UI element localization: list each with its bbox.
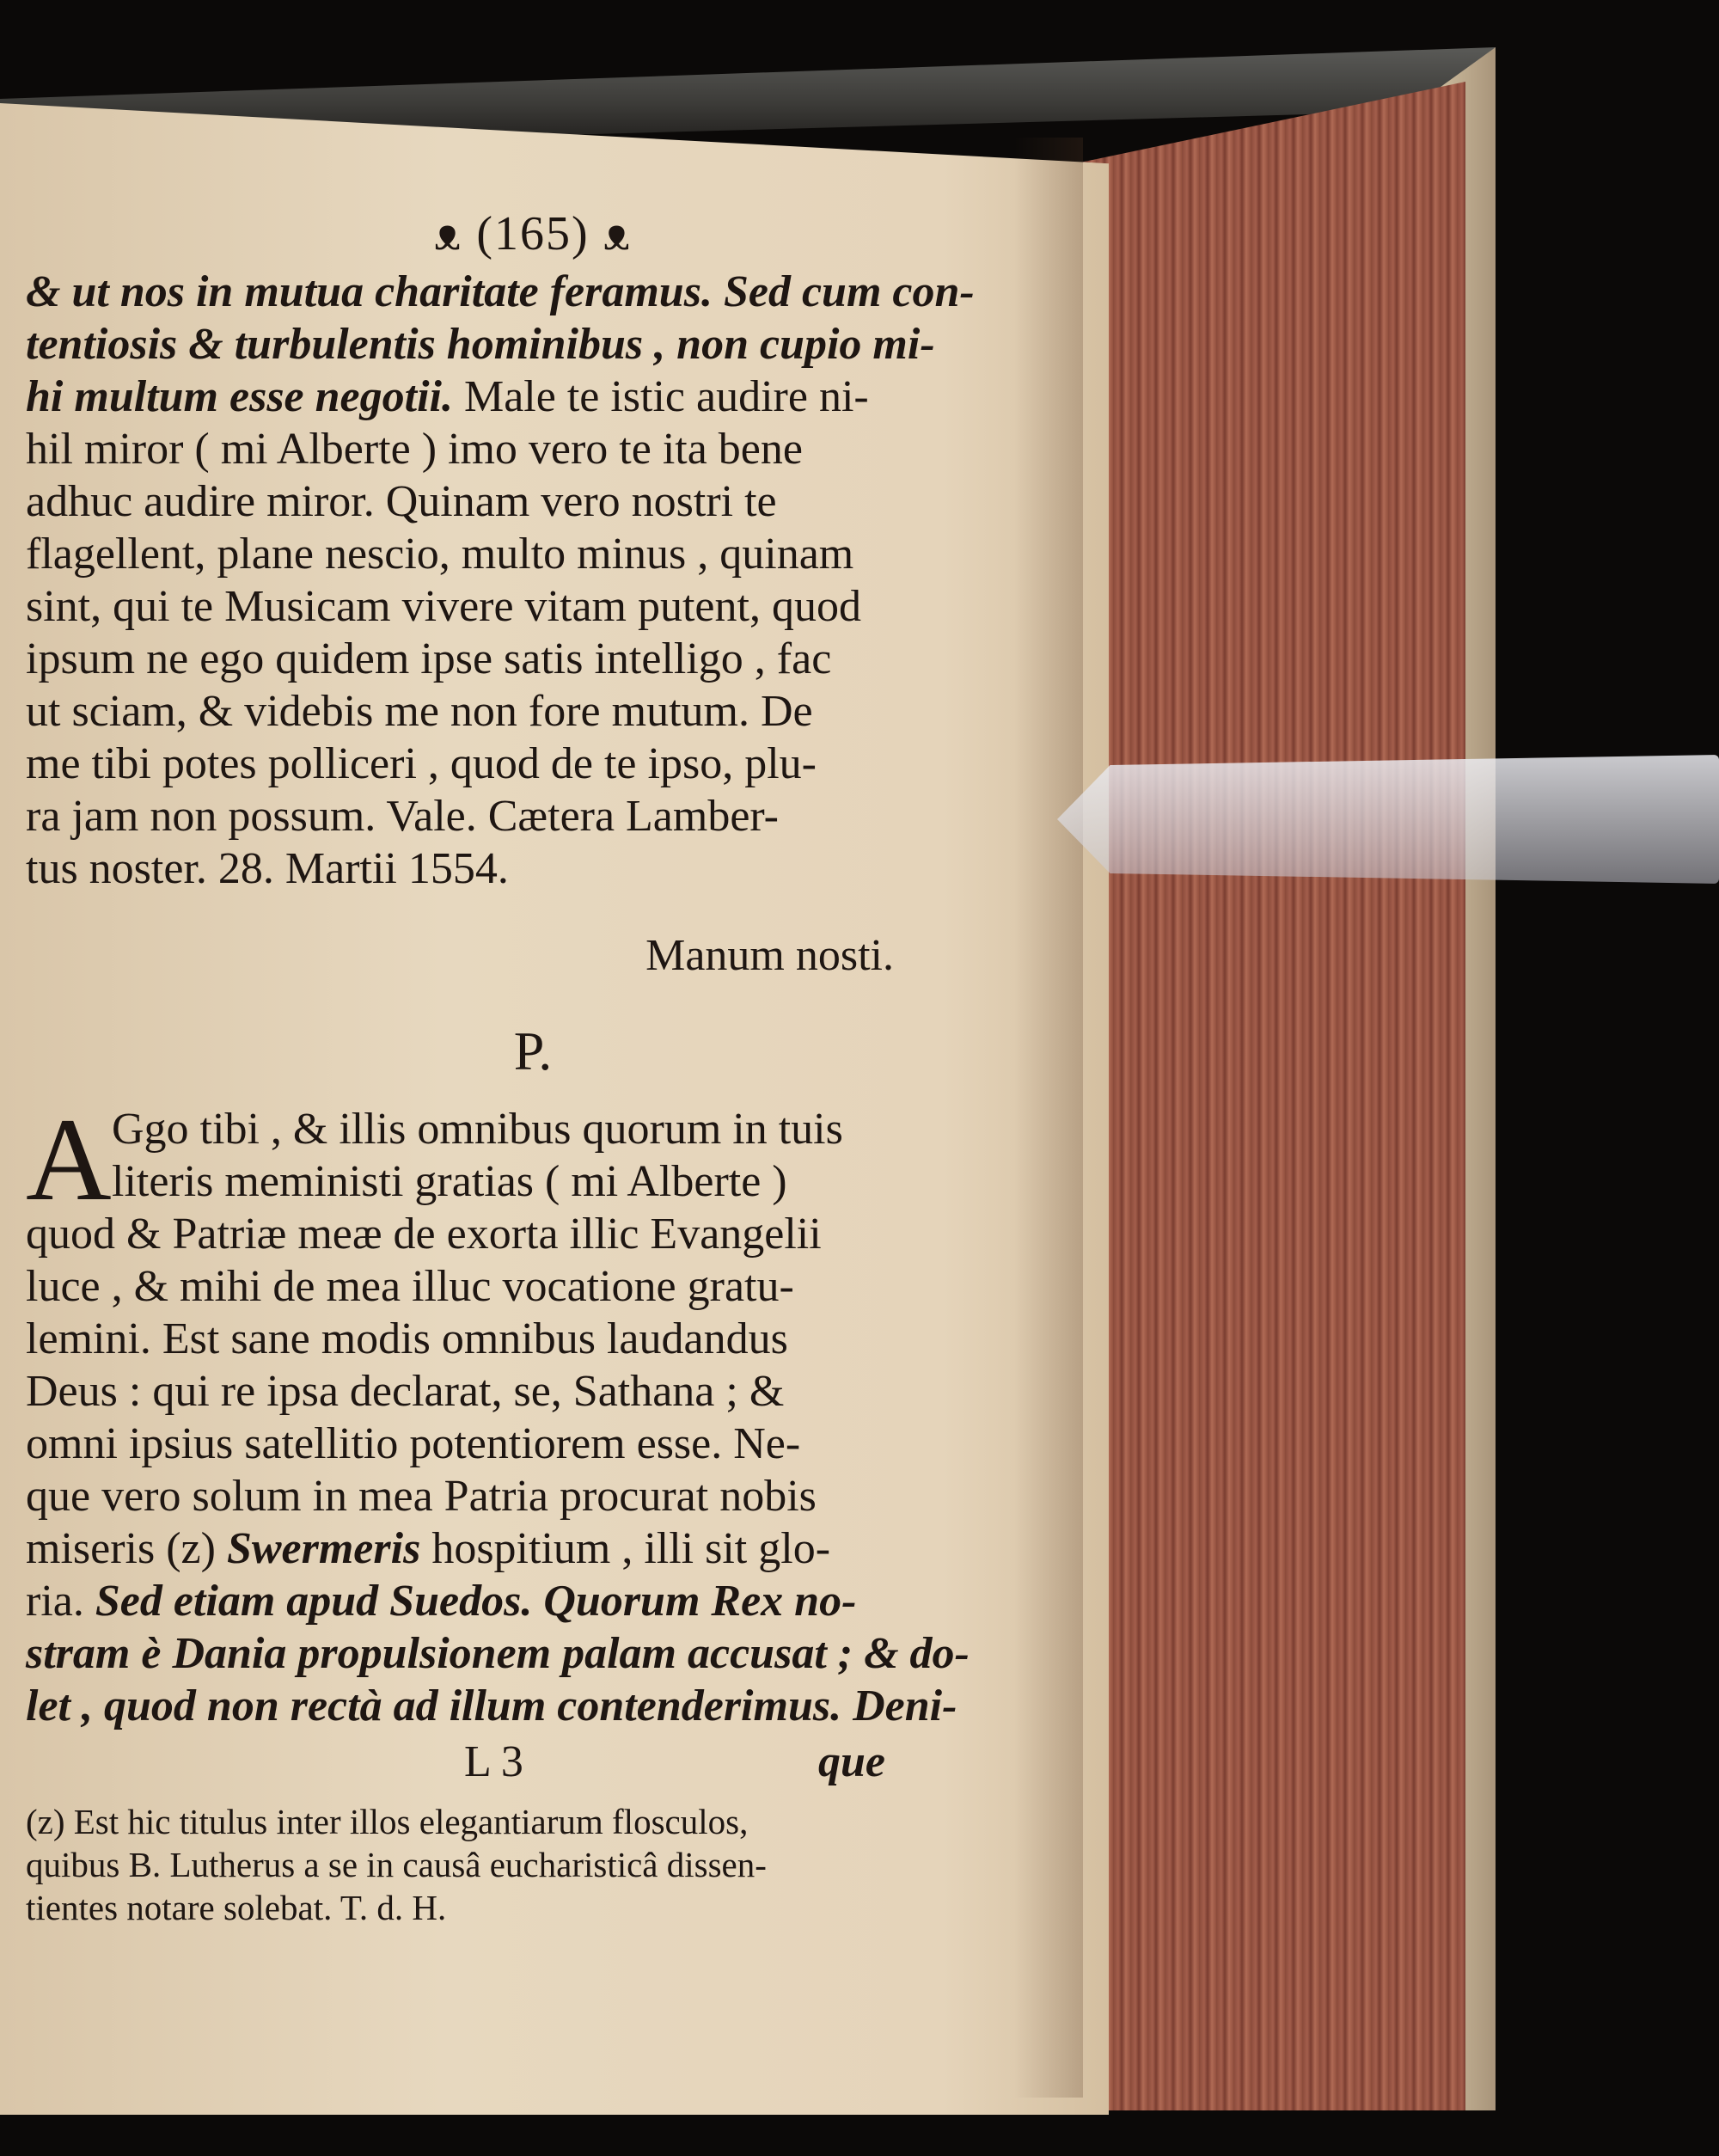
text-line [26, 1627, 970, 1680]
catchword: que [818, 1737, 885, 1786]
text-line [26, 475, 945, 528]
book-fore-edge [1079, 82, 1465, 2110]
text-segment: que vero solum in mea Patria procurat nobis [26, 1472, 817, 1521]
text-segment: ut sciam, & videbis me non fore mutum. De [26, 687, 813, 736]
text-segment: lemini. Est sane modis omnibus laudandus [26, 1314, 788, 1363]
signature-row [26, 1736, 885, 1788]
text-line [112, 1103, 945, 1155]
text-segment: hospitium , illi sit glo- [420, 1524, 831, 1573]
letter-two-opening [26, 1093, 945, 1225]
text-line [26, 318, 945, 371]
text-line [26, 633, 945, 685]
text-segment: omni ipsius satellitio potentiorem esse. Ne- [26, 1419, 801, 1468]
text-line [26, 1575, 945, 1627]
text-line [26, 1260, 945, 1313]
text-segment: literis meministi gratias ( mi Alberte ) [112, 1157, 787, 1206]
text-line [26, 1365, 945, 1418]
text-line [26, 1313, 945, 1365]
text-segment: flagellent, plane nescio, multo minus , quinam [26, 530, 854, 579]
text-segment: quod & Patriæ meæ de exorta illic Evangelii [26, 1210, 822, 1259]
text-segment: luce , & mihi de mea illuc vocatione gratu- [26, 1262, 794, 1311]
text-line [112, 1155, 945, 1208]
text-segment: miseris (z) [26, 1524, 227, 1573]
ornament-left: ᴥ [433, 205, 463, 260]
text-line [26, 685, 945, 738]
text-segment: let , quod non rectà ad illum contenderimus. Deni- [26, 1681, 957, 1730]
text-segment: stram è Dania propulsionem palam accusat ; & do- [26, 1629, 970, 1678]
text-line [26, 738, 945, 790]
footnote-line: (z) Est hic titulus inter illos elegantiarum flosculos, [26, 1802, 749, 1841]
text-line [26, 423, 945, 475]
text-line [26, 1680, 957, 1732]
text-segment: Deus : qui re ipsa declarat, se, Sathana ; & [26, 1367, 785, 1416]
text-segment: & ut nos in mutua charitate feramus. Sed cum con- [26, 267, 975, 316]
drop-cap: A [26, 1093, 112, 1225]
page-text [26, 205, 975, 1929]
text-line [26, 1208, 945, 1260]
footnote-line: tientes notare solebat. T. d. H. [26, 1888, 447, 1927]
letter-two-body [26, 1208, 970, 1732]
text-line [26, 528, 945, 580]
page-number: (165) [476, 207, 590, 260]
footnote [26, 1800, 945, 1929]
text-segment: ria. [26, 1577, 95, 1626]
text-segment: ra jam non possum. Vale. Cætera Lamber- [26, 792, 780, 841]
signature-mark: L 3 [464, 1737, 523, 1786]
text-line [26, 1470, 945, 1522]
drop-cap-lines [26, 1103, 945, 1208]
text-segment: Male te istic audire ni- [452, 372, 869, 421]
text-line [26, 371, 945, 423]
bookmark-strip [1057, 755, 1719, 884]
text-line [26, 1418, 945, 1470]
text-line [26, 790, 945, 842]
gutter-shadow [1014, 138, 1083, 2098]
text-line [26, 842, 945, 895]
letter-one-body [26, 266, 975, 895]
text-segment: hil miror ( mi Alberte ) imo vero te ita bene [26, 425, 803, 474]
text-segment: adhuc audire miror. Quinam vero nostri te [26, 477, 777, 526]
text-segment: hi multum esse negotii. [26, 372, 453, 421]
text-segment: Sed etiam apud Suedos. Quorum Rex no- [95, 1577, 857, 1626]
footnote-line: quibus B. Lutherus a se in causâ eucharisticâ dissen- [26, 1845, 767, 1884]
text-line [26, 266, 975, 318]
text-line [26, 580, 945, 633]
section-heading: P. [513, 1020, 553, 1081]
text-segment: ipsum ne ego quidem ipse satis intelligo , fac [26, 634, 832, 683]
text-segment: me tibi potes polliceri , quod de te ipso, plu- [26, 739, 817, 788]
ornament-right: ᴥ [603, 205, 633, 260]
text-segment: Ggo tibi , & illis omnibus quorum in tuis [112, 1105, 843, 1154]
text-segment: tentiosis & turbulentis hominibus , non cupio mi- [26, 320, 935, 369]
letter-signature: Manum nosti. [645, 931, 894, 980]
text-segment: Swermeris [226, 1524, 421, 1573]
text-segment: sint, qui te Musicam vivere vitam putent, quod [26, 582, 861, 631]
text-line [26, 1522, 945, 1575]
text-segment: tus noster. 28. Martii 1554. [26, 844, 509, 893]
running-header [26, 206, 945, 260]
